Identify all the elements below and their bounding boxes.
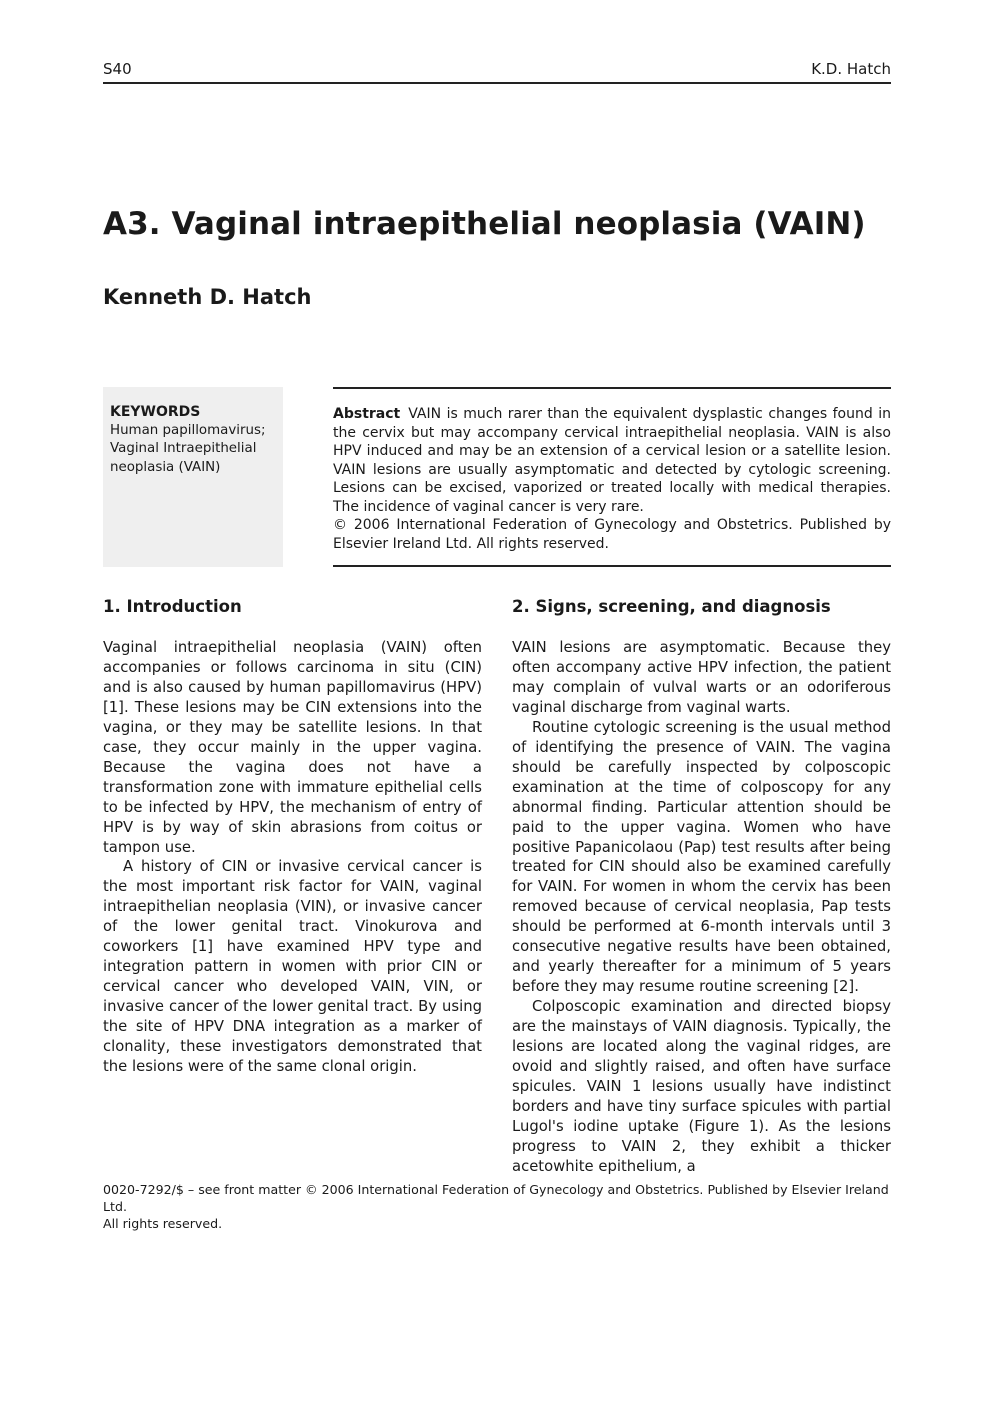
running-header xyxy=(103,58,891,84)
column-right xyxy=(512,638,891,1177)
article-title: A3. Vaginal intraepithelial neoplasia (VAIN) xyxy=(103,206,866,242)
column-left xyxy=(103,638,482,1077)
section-heading-introduction: 1. Introduction xyxy=(103,597,242,616)
section-heading-signs: 2. Signs, screening, and diagnosis xyxy=(512,597,831,616)
footer-line: All rights reserved. xyxy=(103,1216,223,1231)
running-author: K.D. Hatch xyxy=(811,60,891,78)
keywords-heading: KEYWORDS xyxy=(110,404,201,420)
keywords-box xyxy=(103,387,283,567)
keyword-line: Human papillomavirus; xyxy=(110,422,266,438)
keyword-line: neoplasia (VAIN) xyxy=(110,459,221,475)
footer-note xyxy=(103,1181,891,1232)
abstract-text: VAIN is much rarer than the equivalent dysplastic changes found in the cervix but may accompany cervical intraepithelial neoplasia. VAIN is also HPV induced and may be an extension of a cervical lesion or a satellite lesion. VAIN lesions are usually asymptomatic and detected by cytologic screening. Lesions can be excised, vaporized or treated locally with medical therapies. The incidence of vaginal cancer is very rare. xyxy=(333,406,891,515)
abstract-heading: Abstract xyxy=(333,406,401,422)
abstract-paragraph xyxy=(333,405,891,516)
abstract-box xyxy=(333,387,891,567)
keyword-line: Vaginal Intraepithelial xyxy=(110,441,257,456)
paragraph: Colposcopic examination and directed biopsy are the mainstays of VAIN diagnosis. Typically, the lesions are located along the vaginal ridges, are ovoid and slightly raised, and often have surface spicules. VAIN 1 lesions usually have indistinct borders and have tiny surface spicules with partial Lugol's iodine uptake (Figure 1). As the lesions progress to VAIN 2, they exhibit a thicker acetowhite epithelium, a xyxy=(512,998,891,1175)
article-author: Kenneth D. Hatch xyxy=(103,285,312,309)
paragraph: Vaginal intraepithelial neoplasia (VAIN) often accompanies or follows carcinoma in situ (CIN) and is also caused by human papillomavirus (HPV) [1]. These lesions may be CIN extensions into the vagina, or they may be satellite lesions. In that case, they occur mainly in the upper vagina. Because the vagina does not have a transformation zone with immature epithelial cells to be infected by HPV, the mechanism of entry of HPV is by way of skin abrasions from coitus or tampon use. xyxy=(103,639,482,856)
page-number: S40 xyxy=(103,60,132,78)
paragraph: VAIN lesions are asymptomatic. Because they often accompany active HPV infection, the patient may complain of vulval warts or an odoriferous vaginal discharge from vaginal warts. xyxy=(512,639,891,716)
paragraph: A history of CIN or invasive cervical cancer is the most important risk factor for VAIN, vaginal intraepithelian neoplasia (VIN), or invasive cancer of the lower genital tract. Vinokurova and coworkers [1] have examined HPV type and integration pattern in women with prior CIN or cervical cancer who developed VAIN, VIN, or invasive cancer of the lower genital tract. By using the site of HPV DNA integration as a marker of clonality, these investigators demonstrated that the lesions were of the same clonal origin. xyxy=(103,858,482,1076)
paragraph: Routine cytologic screening is the usual method of identifying the presence of VAIN. The vagina should be carefully inspected by colposcopic examination at the time of colposcopy for any abnormal finding. Particular attention should be paid to the upper vagina. Women who have positive Papanicolaou (Pap) test results after being treated for CIN should also be examined carefully for VAIN. For women in whom the cervix has been removed because of cervical neoplasia, Pap tests should be performed at 6-month intervals until 3 consecutive negative results have been obtained, and yearly thereafter for a minimum of 5 years before they may resume routine screening [2]. xyxy=(512,718,891,996)
abstract-copyright: © 2006 International Federation of Gynecology and Obstetrics. Published by Elsevier Ireland Ltd. All rights reserved. xyxy=(333,517,891,552)
footer-line: 0020-7292/$ – see front matter © 2006 International Federation of Gynecology and Obstetrics. Published by Elsevier Ireland Ltd. xyxy=(103,1182,889,1214)
